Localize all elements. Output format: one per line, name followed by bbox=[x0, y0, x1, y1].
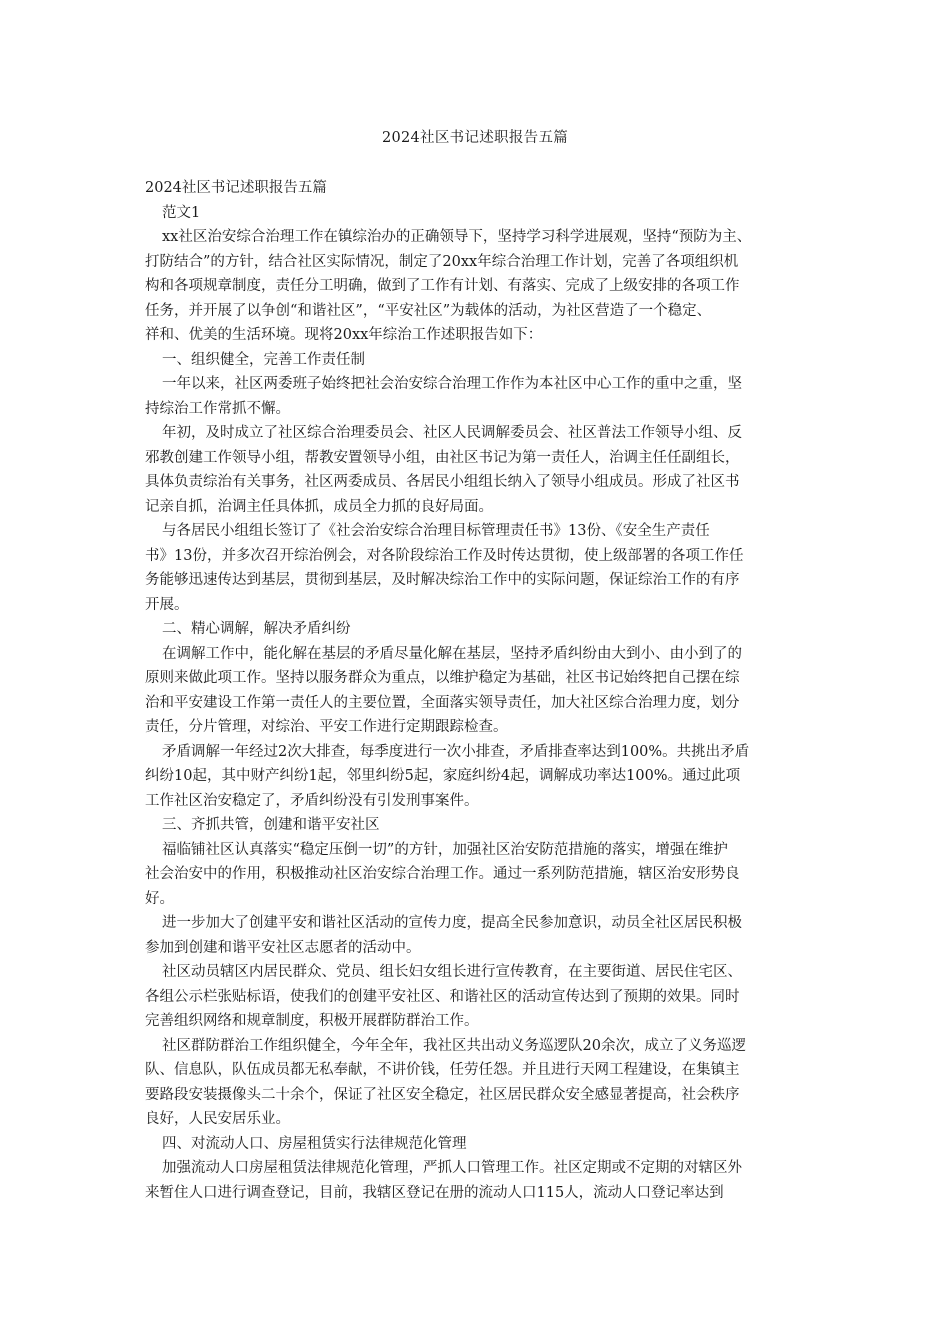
text-line: 工作社区治安稳定了，矛盾纠纷没有引发刑事案件。 bbox=[145, 792, 479, 809]
text-line: 祥和、优美的生活环境。现将20xx年综治工作述职报告如下： bbox=[145, 327, 543, 343]
document-title: 2024社区书记述职报告五篇 bbox=[381, 130, 569, 146]
paragraph bbox=[145, 225, 815, 348]
paragraph bbox=[145, 519, 815, 617]
paragraph bbox=[145, 1156, 815, 1205]
text-line: 年初，及时成立了社区综合治理委员会、社区人民调解委员会、社区普法工作领导小组、反 bbox=[162, 425, 742, 441]
text-line: 完善组织网络和规章制度，积极开展群防群治工作。 bbox=[145, 1013, 479, 1029]
paragraph bbox=[145, 838, 815, 912]
text-line: 矛盾调解一年经过2次大排查，每季度进行一次小排查，矛盾排查率达到100%。共挑出矛盾 bbox=[162, 743, 750, 760]
paragraph bbox=[145, 372, 815, 421]
text-line: 开展。 bbox=[145, 596, 189, 613]
text-line: 良好，人民安居乐业。 bbox=[145, 1111, 290, 1127]
text-line: 原则来做此项工作。坚持以服务群众为重点，以维护稳定为基础，社区书记始终把自己摆在综 bbox=[145, 670, 740, 686]
text-line: 三、齐抓共管，创建和谐平安社区 bbox=[162, 817, 380, 833]
text-line: 好。 bbox=[145, 890, 174, 907]
paragraph bbox=[145, 911, 815, 960]
paragraph bbox=[145, 176, 815, 201]
text-line: 社区群防群治工作组织健全，今年全年，我社区共出动义务巡逻队20余次，成立了义务巡逻 bbox=[162, 1037, 746, 1054]
paragraph bbox=[145, 617, 815, 642]
text-line: 持综治工作常抓不懈。 bbox=[145, 400, 290, 417]
text-line: 构和各项规章制度，责任分工明确，做到了工作有计划、有落实、完成了上级安排的各项工作 bbox=[145, 278, 740, 294]
paragraph bbox=[145, 960, 815, 1034]
text-line: xx社区治安综合治理工作在镇综治办的正确领导下，坚持学习科学进展观，坚持“预防为主、 bbox=[162, 229, 752, 245]
paragraph bbox=[145, 642, 815, 740]
text-line: 社会治安中的作用，积极推动社区治安综合治理工作。通过一系列防范措施，辖区治安形势良 bbox=[145, 866, 740, 882]
text-line: 任务，并开展了以争创“和谐社区”，“平安社区”为载体的活动，为社区营造了一个稳定、 bbox=[145, 302, 712, 319]
paragraph bbox=[145, 813, 815, 838]
text-line: 队、信息队，队伍成员都无私奉献，不讲价钱，任劳任怨。并且进行天网工程建设，在集镇主 bbox=[145, 1062, 740, 1078]
text-line: 书》13份，并多次召开综治例会，对各阶段综治工作及时传达贯彻，使上级部署的各项工作任 bbox=[145, 547, 744, 564]
text-line: 纠纷10起，其中财产纠纷1起，邻里纠纷5起，家庭纠纷4起，调解成功率达100%。通过此项 bbox=[145, 768, 741, 784]
text-line: 与各居民小组组长签订了《社会治安综合治理目标管理责任书》13份、《安全生产责任 bbox=[162, 523, 710, 539]
text-line: 要路段安装摄像头二十余个，保证了社区安全稳定，社区居民群众安全感显著提高，社会秩序 bbox=[145, 1086, 740, 1103]
text-line: 邪教创建工作领导小组，帮教安置领导小组，由社区书记为第一责任人，治调主任任副组长， bbox=[145, 449, 740, 466]
paragraph bbox=[145, 1034, 815, 1132]
text-line: 加强流动人口房屋租赁法律规范化管理，严抓人口管理工作。社区定期或不定期的对辖区外 bbox=[162, 1160, 742, 1176]
text-line: 各组公示栏张贴标语，使我们的创建平安社区、和谐社区的活动宣传达到了预期的效果。同时 bbox=[145, 988, 740, 1005]
text-line: 社区动员辖区内居民群众、党员、组长妇女组长进行宣传教育，在主要街道、居民住宅区、 bbox=[162, 964, 742, 980]
text-line: 具体负责综治有关事务，社区两委成员、各居民小组组长纳入了领导小组成员。形成了社区书 bbox=[145, 474, 740, 490]
text-line: 打防结合”的方针，结合社区实际情况，制定了20xx年综合治理工作计划，完善了各项组织机 bbox=[145, 253, 739, 270]
text-line: 进一步加大了创建平安和谐社区活动的宣传力度，提高全民参加意识，动员全社区居民积极 bbox=[162, 915, 742, 931]
text-line: 范文1 bbox=[162, 204, 201, 221]
text-line: 务能够迅速传达到基层，贯彻到基层，及时解决综治工作中的实际问题，保证综治工作的有序 bbox=[145, 572, 740, 588]
text-line: 二、精心调解，解决矛盾纠纷 bbox=[162, 621, 351, 637]
paragraph bbox=[145, 348, 815, 373]
text-line: 2024社区书记述职报告五篇 bbox=[145, 180, 327, 196]
text-line: 来暂住人口进行调查登记，目前，我辖区登记在册的流动人口115人，流动人口登记率达到 bbox=[145, 1184, 724, 1201]
text-line: 治和平安建设工作第一责任人的主要位置，全面落实领导责任，加大社区综合治理力度，划分 bbox=[145, 694, 740, 711]
text-line: 一、组织健全，完善工作责任制 bbox=[162, 351, 365, 368]
document-body bbox=[145, 176, 815, 1205]
text-line: 一年以来，社区两委班子始终把社会治安综合治理工作作为本社区中心工作的重中之重，坚 bbox=[162, 376, 742, 392]
text-line: 记亲自抓，治调主任具体抓，成员全力抓的良好局面。 bbox=[145, 498, 493, 515]
paragraph bbox=[145, 201, 815, 226]
text-line: 四、对流动人口、房屋租赁实行法律规范化管理 bbox=[162, 1135, 467, 1152]
text-line: 在调解工作中，能化解在基层的矛盾尽量化解在基层，坚持矛盾纠纷由大到小、由小到了的 bbox=[162, 645, 742, 662]
text-line: 福临铺社区认真落实“稳定压倒一切”的方针，加强社区治安防范措施的落实，增强在维护 bbox=[162, 841, 728, 858]
paragraph bbox=[145, 1132, 815, 1157]
text-line: 参加到创建和谐平安社区志愿者的活动中。 bbox=[145, 939, 421, 956]
paragraph bbox=[145, 421, 815, 519]
paragraph bbox=[145, 740, 815, 814]
text-line: 责任，分片管理，对综治、平安工作进行定期跟踪检查。 bbox=[145, 719, 508, 735]
